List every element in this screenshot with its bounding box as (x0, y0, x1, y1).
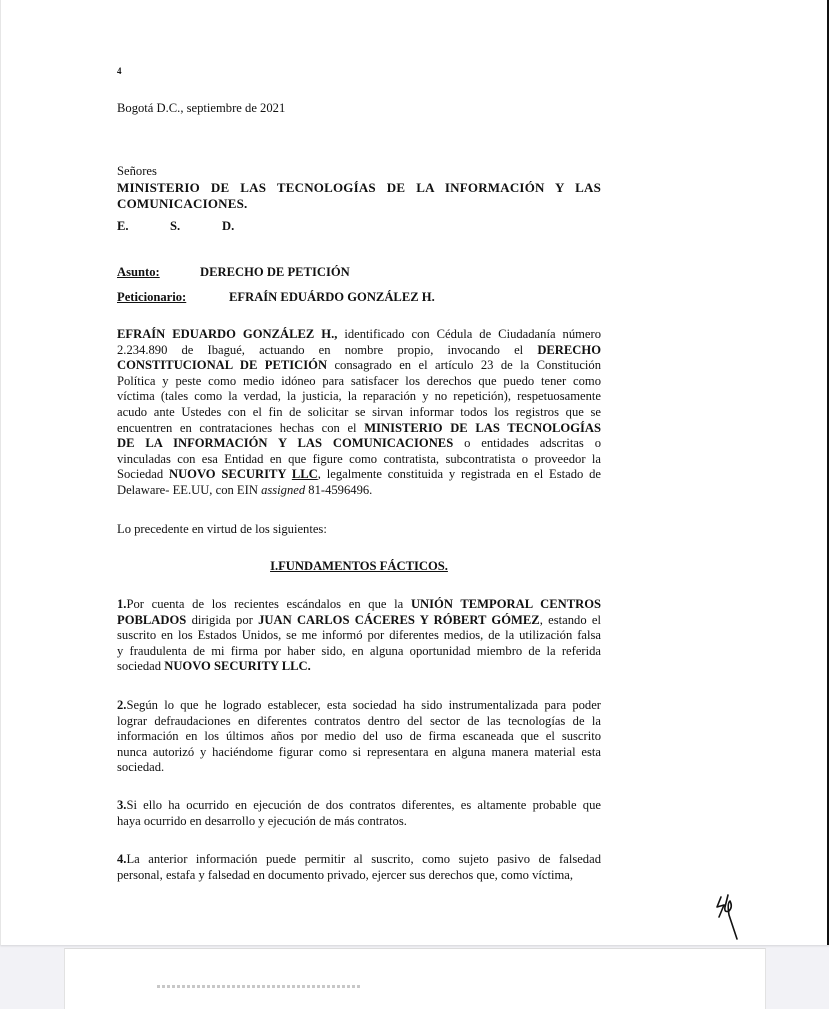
intro-paragraph (117, 327, 601, 499)
text-run: Según lo que he logrado establecer, esta sociedad ha sido instrumentalizada para poder (126, 698, 601, 712)
paragraph-line (117, 483, 601, 499)
addressee-line: MINISTERIO DE LAS TECNOLOGÍAS DE LA INFORMACIÓN Y LAS (117, 180, 601, 195)
paragraph-line (117, 729, 601, 745)
bold-text-run: EFRAÍN EDUARDO GONZÁLEZ H., (117, 327, 338, 341)
paragraph-line (117, 868, 601, 884)
esd-e: E. (117, 219, 129, 233)
text-run: nunca autorizó y haciéndome figurar como si representara en alguna manera material esta (117, 744, 601, 759)
text-run: identificado con Cédula de Ciudadanía número (337, 327, 601, 341)
fact-paragraph-3 (117, 798, 601, 829)
text-run: sociedad (117, 659, 165, 674)
bold-text-run: UNIÓN TEMPORAL CENTROS (410, 597, 601, 611)
text-run: suscrito en los Estados Unidos, se me informó por diferentes medios, de la utilización falsa (117, 628, 601, 643)
text-run: , legalmente constituida y registrada en el Estado de (317, 467, 602, 482)
text-run: personal, estafa y falsedad en documento privado, ejercer sus derechos que, como víctima, (117, 867, 574, 882)
signature-initials (715, 893, 745, 941)
fact-paragraph-2 (117, 698, 601, 776)
text-run: Sociedad (117, 467, 169, 482)
text-run: haya ocurrido en desarrollo y ejecución de más contratos. (117, 813, 407, 828)
text-run: dirigida por (186, 612, 259, 627)
bold-text-run: DE LA INFORMACIÓN Y LAS COMUNICACIONES (117, 436, 454, 451)
text-run: Política y peste como medio idóneo para satisfacer los derechos que puedo tener como (117, 373, 601, 388)
paragraph-line (117, 358, 601, 374)
bold-text-run: 1. (117, 597, 127, 611)
text-run: consagrado en el artículo 23 de la Constitución (327, 358, 602, 373)
bold-text-run: 4. (117, 852, 127, 866)
paragraph-line (117, 389, 601, 405)
subject-value: DERECHO DE PETICIÓN (200, 265, 350, 279)
bold-text-run: NUOVO SECURITY LLC. (164, 659, 311, 674)
fact-paragraph-1 (117, 597, 601, 675)
esd-d: D. (222, 219, 235, 233)
paragraph-line (117, 343, 601, 359)
paragraph-line (117, 659, 601, 675)
text-run: información en los últimos años por medio del uso de firma escaneada que el suscrito (117, 729, 601, 744)
bold-text-run: DERECHO (537, 342, 601, 357)
paragraph-line (117, 698, 601, 714)
bold-text-run: CONSTITUCIONAL DE PETICIÓN (117, 358, 328, 373)
text-run: acudo ante Ustedes con el fin de solicitar se sirvan informar todos los registros que se (117, 404, 601, 419)
petitioner-label: Peticionario: (117, 290, 187, 304)
text-run: lograr defraudaciones en diferentes contratos dentro del sector de las tecnologías de la (117, 713, 601, 728)
paragraph-line (117, 452, 601, 468)
bold-text-run: 3. (117, 798, 127, 812)
text-run: , estando el (539, 612, 601, 627)
text-run: Por cuenta de los recientes escándalos en que la (126, 597, 411, 611)
section-title-text: I.FUNDAMENTOS FÁCTICOS. (270, 559, 448, 573)
text-run: 2.234.890 de Ibagué, actuando en nombre propio, invocando el (117, 342, 538, 357)
bold-text-run: LLC (291, 467, 318, 482)
addressee-line: COMUNICACIONES. (117, 196, 248, 211)
paragraph-line (117, 436, 601, 452)
text-run: vinculadas con esa Entidad en que figure como contratista, subcontratista o proveedor la (117, 451, 601, 466)
text-run: Delaware- EE.UU, con EIN (117, 482, 262, 497)
text-run: 81-4596496. (305, 482, 373, 497)
paragraph-line (117, 467, 601, 483)
salutation: Señores (117, 164, 157, 178)
bold-text-run: POBLADOS (117, 612, 187, 627)
paragraph-line (117, 745, 601, 761)
paragraph-line (117, 798, 601, 814)
preamble: Lo precedente en virtud de los siguientes: (117, 522, 327, 536)
bold-text-run: JUAN CARLOS CÁCERES Y RÓBERT GÓMEZ (258, 612, 540, 627)
petitioner-value: EFRAÍN EDUÁRDO GONZÁLEZ H. (229, 290, 435, 304)
next-page (64, 948, 766, 1009)
text-run: y fraudulenta de mi firma por haber sido, en alguna oportunidad miembro de la referida (117, 643, 601, 658)
paragraph-line (117, 421, 601, 437)
place-date: Bogotá D.C., septiembre de 2021 (117, 101, 286, 115)
fact-paragraph-4 (117, 852, 601, 883)
bold-text-run: MINISTERIO DE LAS TECNOLOGÍAS (364, 420, 602, 435)
text-run: Si ello ha ocurrido en ejecución de dos contratos diferentes, es altamente probable que (126, 798, 601, 812)
bold-text-run: NUOVO SECURITY (168, 467, 292, 482)
section-title (117, 559, 601, 574)
esd-s: S. (170, 219, 181, 233)
text-run: encuentren en contrataciones hechas con el (117, 420, 365, 435)
paragraph-line (117, 644, 601, 660)
text-run: La anterior información puede permitir al suscrito, como sujeto pasivo de falsedad (126, 852, 601, 866)
paragraph-line (117, 628, 601, 644)
paragraph-line (117, 814, 601, 830)
text-run: o entidades adscritas o (453, 436, 601, 451)
paragraph-line (117, 374, 601, 390)
text-run: víctima (tales como la verdad, la justicia, la reparación y no repetición), respetuosamente (117, 389, 601, 404)
paragraph-line (117, 714, 601, 730)
addressee (117, 180, 601, 212)
paragraph-line (117, 405, 601, 421)
bold-text-run: 2. (117, 698, 127, 712)
paragraph-line (117, 327, 601, 343)
text-run: assigned (261, 482, 306, 497)
text-run: sociedad. (117, 760, 165, 775)
page-number: 4 (117, 66, 122, 76)
paragraph-line (117, 597, 601, 613)
paragraph-line (117, 613, 601, 629)
paragraph-line (117, 760, 601, 776)
paragraph-line (117, 852, 601, 868)
subject-label: Asunto: (117, 265, 160, 279)
